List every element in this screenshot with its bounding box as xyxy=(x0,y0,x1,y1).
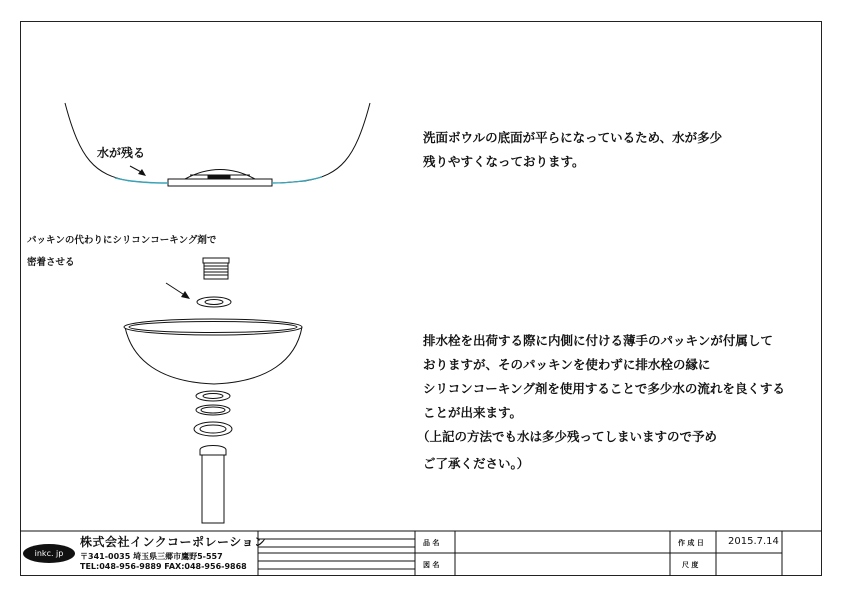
drawing-name-label: 図 名 xyxy=(423,561,440,569)
bottom-description-line-6: ご了承ください。） xyxy=(423,456,530,471)
bottom-description-line-2: おりますが、そのパッキンを使わずに排水栓の縁に xyxy=(423,357,711,372)
bottom-description-line-1: 排水栓を出荷する際に内側に付ける薄手のパッキンが付属して xyxy=(423,333,773,348)
company-address: 〒341-0035 埼玉県三郷市鷹野5-557 xyxy=(80,552,223,561)
caulk-note-line-2: 密着させる xyxy=(27,257,75,268)
water-remains-label: 水が残る xyxy=(97,146,146,160)
vessel-basin xyxy=(124,319,302,384)
product-name-label: 品 名 xyxy=(423,539,440,547)
caulk-note-line-1: パッキンの代わりにシリコンコーキング剤で xyxy=(27,235,217,246)
top-description-line-1: 洗面ボウルの底面が平らになっているため、水が多少 xyxy=(423,130,723,145)
company-name: 株式会社インクコーポレーション xyxy=(80,535,267,549)
bottom-description-line-4: ことが出来ます。 xyxy=(423,405,523,420)
top-description-line-2: 残りやすくなっております。 xyxy=(423,154,585,169)
drain-plug-part xyxy=(203,258,229,279)
caulk-arrow-head xyxy=(181,291,190,299)
water-arrow-head xyxy=(138,169,146,176)
drain-pipe xyxy=(200,446,226,524)
scale-label: 尺 度 xyxy=(682,561,699,569)
created-date-label: 作 成 日 xyxy=(678,539,704,547)
bottom-description-line-3: シリコンコーキング剤を使用することで多少水の流れを良くする xyxy=(423,381,785,396)
thin-gasket-ring xyxy=(197,297,231,307)
lower-rings xyxy=(194,391,232,436)
created-date-value: 2015.7.14 xyxy=(728,536,779,547)
bottom-description-line-5: （上記の方法でも水は多少残ってしまいますので予め xyxy=(417,429,718,444)
company-logo: inkc. jp xyxy=(23,544,75,563)
company-phone-fax: TEL:048-956-9889 FAX:048-956-9868 xyxy=(80,562,247,571)
